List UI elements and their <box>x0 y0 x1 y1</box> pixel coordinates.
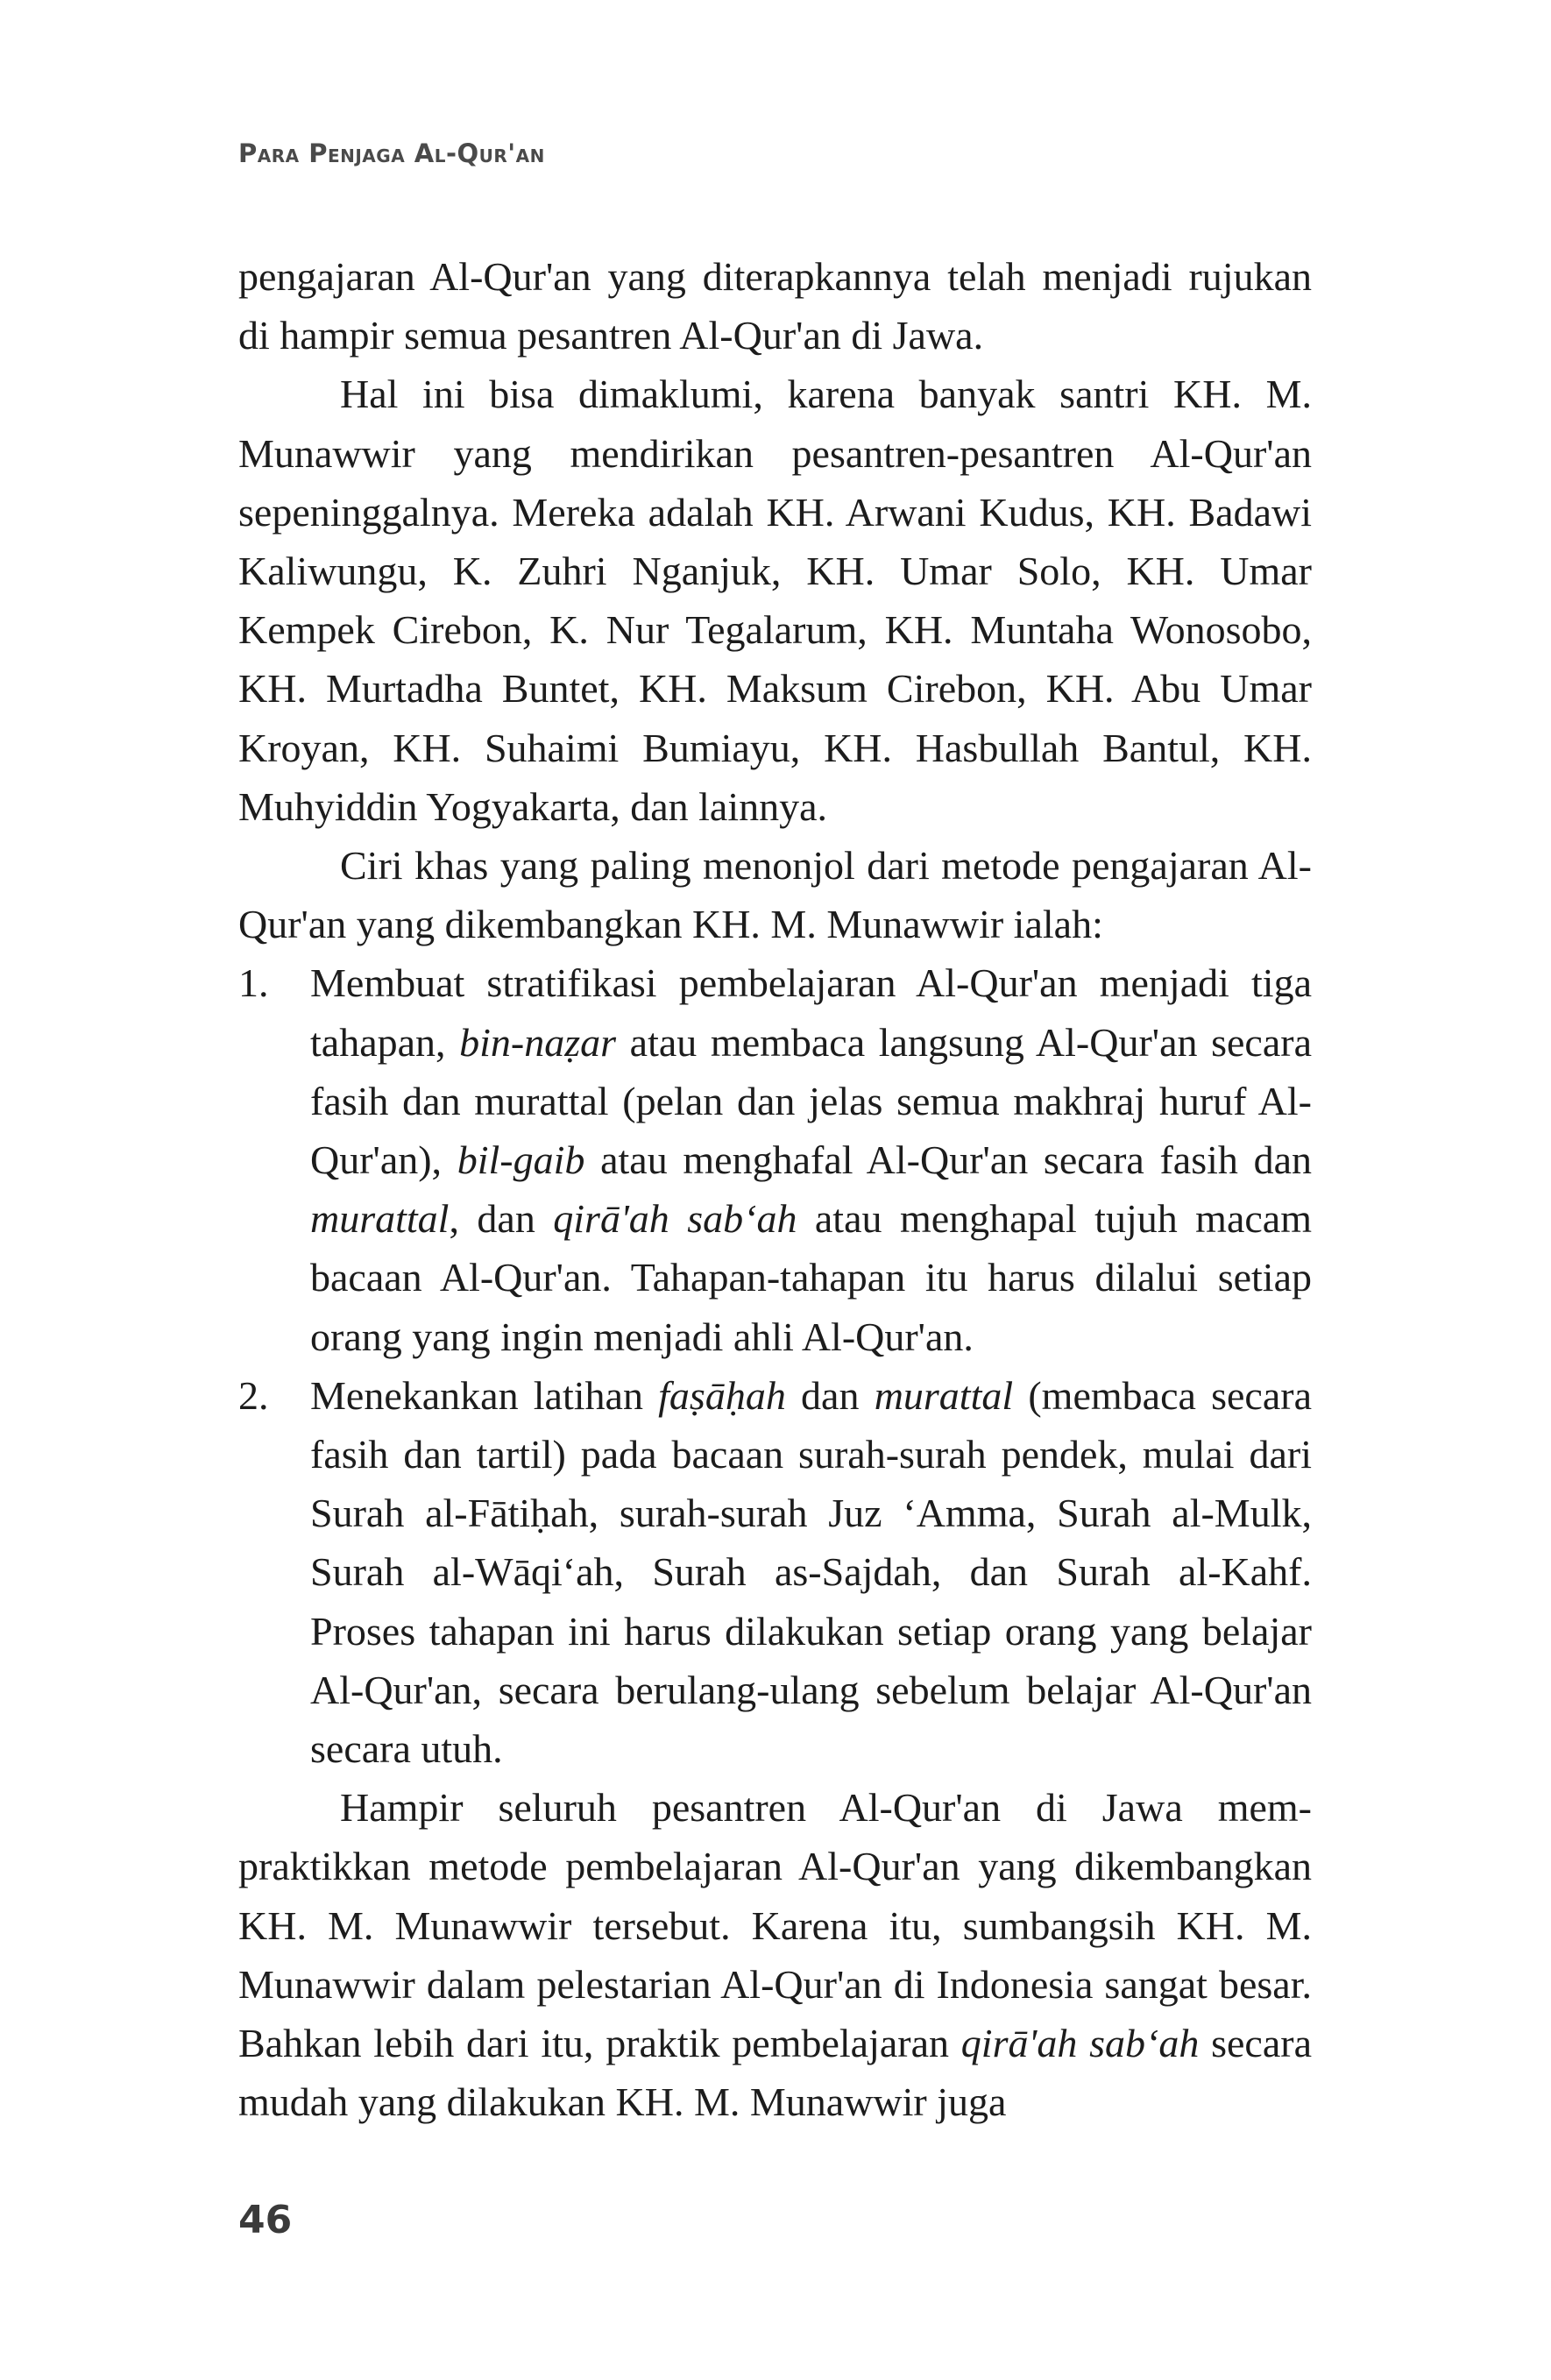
body-text <box>238 247 1312 2132</box>
paragraph-conclusion: Hampir seluruh pesantren Al-Qur'an di Jawa mempraktikkan metode pembelajaran Al-Qur'an yang dikembangkan KH. M. Munawwir tersebut. Karena itu, sumbangsih KH. M. Munawwir dalam pelestarian Al-Qur'an di Indonesia sangat besar. Bahkan lebih dari itu, praktik pembelajaran qirā'ah sab‘ah secara mudah yang dilakukan KH. M. Munawwir juga <box>238 1785 1312 2125</box>
list-number: 1. <box>238 960 269 1006</box>
page-number: 46 <box>238 2198 293 2242</box>
paragraph-santri: Hal ini bisa dimaklumi, karena banyak santri KH. M. Munawwir yang mendirikan pesantren-pesantren Al-Qur'an sepeninggalnya. Mereka adalah KH. Arwani Kudus, KH. Badawi Kaliwungu, K. Zuhri Nganjuk, KH. Umar Solo, KH. Umar Kempek Cirebon, K. Nur Tegalarum, KH. Muntaha Wonosobo, KH. Murtadha Buntet, KH. Maksum Cirebon, KH. Abu Umar Kroyan, KH. Suhaimi Bumiayu, KH. Hasbullah Bantul, KH. Muhyiddin Yogyakarta, dan lainnya. <box>238 372 1312 829</box>
running-head: Para Penjaga Al-Qur'an <box>238 138 545 168</box>
method-list <box>238 953 1312 1778</box>
paragraph-continuation: pengajaran Al-Qur'an yang diterapkannya telah menjadi rujukan di hampir semua pesantren Al-Qur'an di Jawa. <box>238 254 1312 358</box>
paragraph-ciri-khas: Ciri khas yang paling menonjol dari metode pengajaran Al-Qur'an yang dikembangkan KH. M. Munawwir ialah: <box>238 843 1312 947</box>
list-item-text: Menekankan latihan faṣāḥah dan murattal (membaca secara fasih dan tartil) pada bacaan surah-surah pendek, mulai dari Surah al-Fātiḥah, surah-surah Juz ‘Amma, Surah al-Mulk, Surah al-Wāqi‘ah, Surah as-Sajdah, dan Surah al-Kahf. Proses tahapan ini harus dilakukan setiap orang yang belajar Al-Qur'an, secara berulang-ulang sebelum belajar Al-Qur'an secara utuh. <box>310 1372 1313 1772</box>
list-item <box>238 1366 1312 1778</box>
list-item-text: Membuat stratifikasi pembelajaran Al-Qur'an menjadi tiga tahapan, bin-naẓar atau membaca langsung Al-Qur'an secara fasih dan murattal (pelan dan jelas semua makhraj huruf Al-Qur'an), bil-gaib atau menghafal Al-Qur'an secara fasih dan murattal, dan qirā'ah sab‘ah atau menghapal tujuh macam bacaan Al-Qur'an. Tahapan-tahapan itu harus dilalui setiap orang yang ingin menjadi ahli Al-Qur'an. <box>310 960 1313 1359</box>
list-item <box>238 953 1312 1365</box>
list-number: 2. <box>238 1372 269 1418</box>
